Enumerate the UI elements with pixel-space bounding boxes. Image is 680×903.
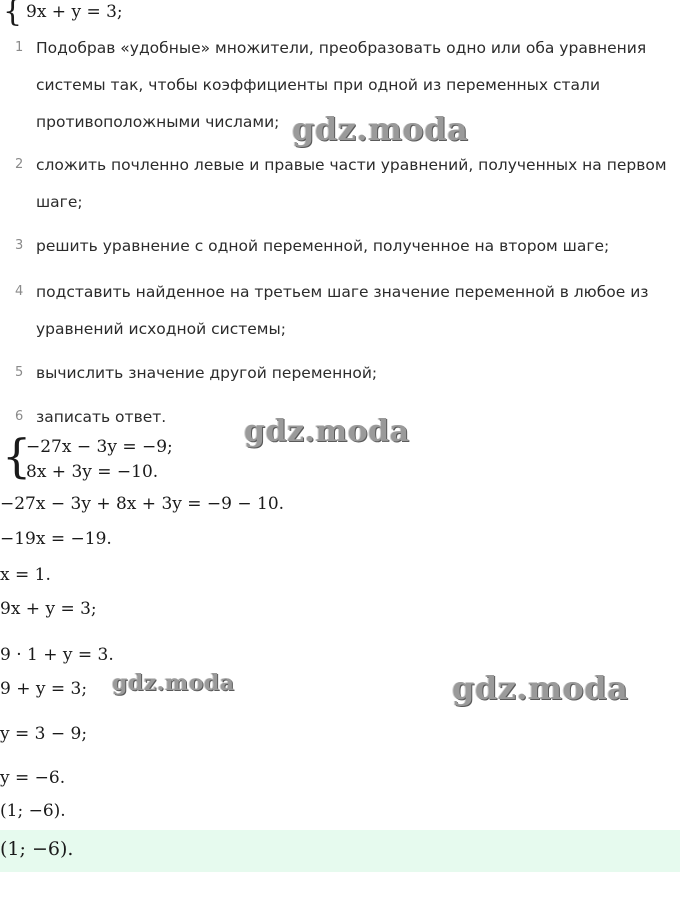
solution-line-6: 9 + y = 3; bbox=[0, 679, 88, 699]
step-text: записать ответ. bbox=[36, 408, 167, 426]
step-text: вычислить значение другой переменной; bbox=[36, 364, 378, 382]
step-number: 3 bbox=[15, 238, 24, 253]
step-text: подставить найденное на третьем шаге значение переменной в любое из уравнений исходной системы; bbox=[36, 283, 649, 338]
step-number: 5 bbox=[15, 365, 24, 380]
solution-line-7: y = 3 − 9; bbox=[0, 724, 88, 744]
system-eq2: 8x + 3y = −10. bbox=[26, 462, 159, 482]
answer-highlight bbox=[0, 830, 680, 872]
system-eq1: −27x − 3y = −9; bbox=[26, 437, 173, 457]
step-text: решить уравнение с одной переменной, полученное на втором шаге; bbox=[36, 237, 610, 255]
step-text: Подобрав «удобные» множители, преобразовать одно или оба уравнения системы так, чтобы коэффициенты при одной из переменных стали противоположными числами; bbox=[36, 39, 647, 131]
solution-line-4: 9x + y = 3; bbox=[0, 599, 97, 619]
solution-line-2: −19x = −19. bbox=[0, 529, 112, 549]
step-number: 2 bbox=[15, 157, 24, 172]
step-number: 6 bbox=[15, 409, 24, 424]
solution-line-9: (1; −6). bbox=[0, 801, 66, 821]
watermark-logo: gdz.moda bbox=[244, 414, 410, 449]
watermark-logo: gdz.moda bbox=[112, 670, 235, 696]
step-text: сложить почленно левые и правые части уравнений, полученных на первом шаге; bbox=[36, 156, 667, 211]
step-number: 4 bbox=[15, 284, 24, 299]
solution-line-8: y = −6. bbox=[0, 768, 66, 788]
watermark-logo: gdz.moda bbox=[452, 669, 629, 707]
solution-line-3: x = 1. bbox=[0, 565, 51, 585]
answer-text: (1; −6). bbox=[0, 838, 74, 860]
watermark-logo: gdz.moda bbox=[292, 110, 469, 148]
system-brace: { bbox=[2, 429, 32, 483]
top-system-eq1: 9x + y = 3; bbox=[26, 2, 123, 22]
solution-line-1: −27x − 3y + 8x + 3y = −9 − 10. bbox=[0, 494, 285, 514]
system-brace-top: { bbox=[3, 0, 23, 29]
solution-line-5: 9 · 1 + y = 3. bbox=[0, 645, 114, 665]
step-number: 1 bbox=[15, 40, 24, 55]
